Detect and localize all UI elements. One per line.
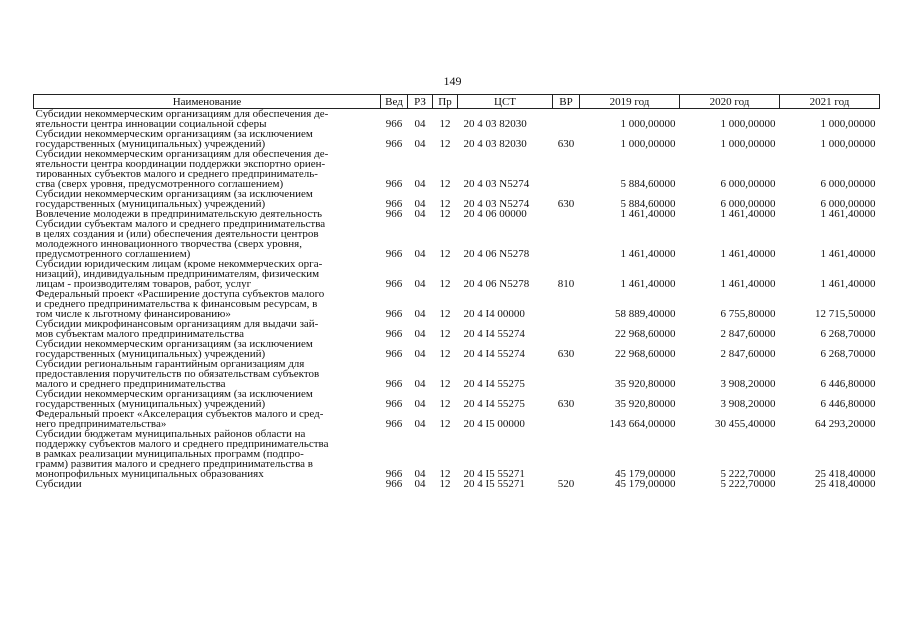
cell-ved: 966	[385, 468, 403, 480]
cell-pr: 12	[439, 178, 451, 190]
cell-pr: 12	[439, 478, 451, 490]
name-line: и среднего предпринимательства к финансовым ресурсам, в	[35, 299, 318, 309]
name-line: Субсидии некоммерческим организациям для обеспечения де-	[35, 109, 329, 119]
cell-ved: 966	[385, 308, 403, 320]
cell-2021: 6 268,70000	[820, 328, 876, 340]
cell-pr: 12	[439, 138, 451, 150]
cell-rz: 04	[414, 348, 426, 360]
cell-2019: 22 968,60000	[615, 328, 676, 340]
table-row	[34, 149, 880, 189]
name-line: Субсидии некоммерческим организациям для обеспечения де-	[35, 149, 329, 159]
name-line: Федеральный проект «Акселерация субъектов малого и сред-	[35, 409, 324, 419]
cell-2020: 2 847,60000	[720, 348, 776, 360]
cell-2019: 1 000,00000	[620, 138, 676, 150]
table-row	[34, 189, 880, 209]
cell-name	[34, 319, 381, 339]
cell-rz: 04	[414, 208, 426, 220]
name-line: ства (сверх уровня, предусмотренного соглашением)	[35, 179, 284, 189]
name-line: поддержку субъектов малого и среднего предпринимательства	[35, 439, 329, 449]
name-line: Субсидии некоммерческим организациям (за исключением	[35, 389, 313, 399]
cell-cst: 20 4 06 N5278	[463, 278, 530, 290]
cell-cst: 20 4 I5 55271	[463, 478, 525, 490]
name-line: Субсидии некоммерческим организациям (за исключением	[35, 339, 313, 349]
page-number: 149	[443, 74, 462, 88]
name-line: ятельности центра инновации социальной сферы	[35, 119, 267, 129]
name-line: государственных (муниципальных) учреждений)	[35, 349, 266, 359]
cell-2019: 58 889,40000	[615, 308, 676, 320]
name-line: предоставления поручительств по обязательствам субъектов	[35, 369, 320, 379]
cell-vr	[553, 149, 580, 189]
cell-2019: 1 461,40000	[620, 278, 676, 290]
name-line: низаций), индивидуальным предпринимателям, физическим	[35, 269, 320, 279]
cell-2020: 30 455,40000	[715, 418, 776, 430]
cell-cst: 20 4 06 N5278	[463, 248, 530, 260]
cell-name	[34, 109, 381, 130]
cell-rz: 04	[414, 138, 426, 150]
cell-2019: 22 968,60000	[615, 348, 676, 360]
header-name: Наименование	[34, 95, 381, 109]
cell-cst: 20 4 I4 55274	[463, 328, 525, 340]
cell-2020: 6 000,00000	[720, 198, 776, 210]
name-line: Вовлечение молодежи в предпринимательскую деятельность	[35, 209, 323, 219]
cell-2020: 1 461,40000	[720, 278, 776, 290]
header-2020: 2020 год	[680, 95, 780, 109]
cell-ved: 966	[385, 198, 403, 210]
cell-2021: 64 293,20000	[815, 418, 876, 430]
cell-rz: 04	[414, 378, 426, 390]
cell-2020: 5 222,70000	[720, 468, 776, 480]
cell-name	[34, 219, 381, 259]
name-line: Субсидии	[35, 479, 82, 489]
name-line: Субсидии некоммерческим организациям (за исключением	[35, 129, 313, 139]
cell-rz: 04	[414, 308, 426, 320]
cell-2021: 1 461,40000	[820, 208, 876, 220]
name-line: Федеральный проект «Расширение доступа субъектов малого	[35, 289, 325, 299]
header-cst: ЦСТ	[458, 95, 553, 109]
cell-rz: 04	[414, 328, 426, 340]
cell-2020: 3 908,20000	[720, 378, 776, 390]
cell-name	[34, 289, 381, 319]
cell-name	[34, 359, 381, 389]
cell-name	[34, 259, 381, 289]
name-line: предусмотренного соглашением)	[35, 249, 191, 259]
cell-pr: 12	[439, 418, 451, 430]
cell-cst: 20 4 03 82030	[463, 118, 527, 130]
cell-pr: 12	[439, 198, 451, 210]
name-line: ятельности центра координации поддержки экспортно ориен-	[35, 159, 326, 169]
name-line: в рамках реализации муниципальных программ (подпро-	[35, 449, 304, 459]
cell-2019: 1 000,00000	[620, 118, 676, 130]
table-row	[34, 259, 880, 289]
cell-pr: 12	[439, 378, 451, 390]
cell-pr: 12	[439, 328, 451, 340]
cell-name	[34, 479, 381, 489]
cell-pr: 12	[439, 118, 451, 130]
budget-table	[33, 94, 880, 489]
cell-2021: 6 268,70000	[820, 348, 876, 360]
table-row	[34, 359, 880, 389]
cell-name	[34, 409, 381, 429]
cell-cst: 20 4 I4 55274	[463, 348, 525, 360]
header-ved: Вед	[381, 95, 408, 109]
cell-cst: 20 4 I4 55275	[463, 378, 525, 390]
table-row	[34, 429, 880, 479]
cell-name	[34, 209, 381, 219]
cell-2021: 25 418,40000	[815, 478, 876, 490]
cell-ved: 966	[385, 378, 403, 390]
cell-vr	[553, 319, 580, 339]
cell-ved: 966	[385, 178, 403, 190]
table-row	[34, 319, 880, 339]
cell-2021: 25 418,40000	[815, 468, 876, 480]
cell-2021: 12 715,50000	[815, 308, 876, 320]
cell-2020: 1 000,00000	[720, 118, 776, 130]
cell-name	[34, 189, 381, 209]
cell-name	[34, 339, 381, 359]
cell-vr: 520	[557, 478, 575, 490]
table-row	[34, 479, 880, 489]
cell-ved: 966	[385, 328, 403, 340]
cell-pr: 12	[439, 208, 451, 220]
cell-rz: 04	[414, 468, 426, 480]
cell-2021: 6 446,80000	[820, 398, 876, 410]
cell-ved: 966	[385, 208, 403, 220]
cell-pr: 12	[439, 348, 451, 360]
cell-2020: 6 755,80000	[720, 308, 776, 320]
cell-2021: 1 461,40000	[820, 278, 876, 290]
cell-ved: 966	[385, 418, 403, 430]
table-row	[34, 409, 880, 429]
cell-2019: 5 884,60000	[620, 178, 676, 190]
table-header-row	[34, 95, 880, 109]
table-row	[34, 209, 880, 219]
cell-vr: 630	[557, 198, 575, 210]
cell-cst: 20 4 I5 55271	[463, 468, 525, 480]
cell-rz: 04	[414, 278, 426, 290]
cell-rz: 04	[414, 248, 426, 260]
cell-2020: 5 222,70000	[720, 478, 776, 490]
cell-rz: 04	[414, 118, 426, 130]
cell-name	[34, 149, 381, 189]
cell-2021: 6 000,00000	[820, 178, 876, 190]
name-line: грамм) развития малого и среднего предпринимательства в	[35, 459, 314, 469]
cell-pr: 12	[439, 468, 451, 480]
name-line: государственных (муниципальных) учреждений)	[35, 399, 266, 409]
cell-cst: 20 4 I4 00000	[463, 308, 525, 320]
cell-2020: 3 908,20000	[720, 398, 776, 410]
cell-ved: 966	[385, 278, 403, 290]
table-row	[34, 109, 880, 130]
cell-cst: 20 4 03 N5274	[463, 178, 530, 190]
cell-2019: 45 179,00000	[615, 478, 676, 490]
cell-2019: 5 884,60000	[620, 198, 676, 210]
cell-vr: 630	[557, 398, 575, 410]
name-line: государственных (муниципальных) учреждений)	[35, 199, 266, 209]
cell-2019: 35 920,80000	[615, 398, 676, 410]
cell-2020: 2 847,60000	[720, 328, 776, 340]
header-2019: 2019 год	[580, 95, 680, 109]
name-line: Субсидии субъектам малого и среднего предпринимательства	[35, 219, 326, 229]
header-vr: ВР	[553, 95, 580, 109]
cell-ved: 966	[385, 478, 403, 490]
cell-cst: 20 4 I5 00000	[463, 418, 525, 430]
cell-cst: 20 4 06 00000	[463, 208, 527, 220]
cell-ved: 966	[385, 348, 403, 360]
table-row	[34, 129, 880, 149]
cell-vr	[553, 219, 580, 259]
cell-vr	[553, 409, 580, 429]
cell-2021: 1 000,00000	[820, 138, 876, 150]
table-row	[34, 289, 880, 319]
cell-ved: 966	[385, 248, 403, 260]
table-row	[34, 389, 880, 409]
name-line: молодежного инновационного творчества (сверх уровня,	[35, 239, 302, 249]
cell-vr: 810	[557, 278, 575, 290]
cell-2020: 1 000,00000	[720, 138, 776, 150]
table-row	[34, 339, 880, 359]
name-line: в целях создания и (или) обеспечения деятельности центров	[35, 229, 319, 239]
cell-pr: 12	[439, 278, 451, 290]
cell-cst: 20 4 03 N5274	[463, 198, 530, 210]
cell-2020: 1 461,40000	[720, 248, 776, 260]
cell-cst: 20 4 I4 55275	[463, 398, 525, 410]
cell-2019: 1 461,40000	[620, 208, 676, 220]
cell-rz: 04	[414, 178, 426, 190]
cell-ved: 966	[385, 138, 403, 150]
cell-2021: 1 000,00000	[820, 118, 876, 130]
cell-rz: 04	[414, 398, 426, 410]
name-line: малого и среднего предпринимательства	[35, 379, 226, 389]
cell-vr	[553, 109, 580, 130]
name-line: Субсидии некоммерческим организациям (за исключением	[35, 189, 313, 199]
name-line: Субсидии бюджетам муниципальных районов области на	[35, 429, 306, 439]
name-line: тированных субъектов малого и среднего предприниматель-	[35, 169, 318, 179]
cell-pr: 12	[439, 248, 451, 260]
cell-name	[34, 389, 381, 409]
cell-pr: 12	[439, 398, 451, 410]
cell-pr: 12	[439, 308, 451, 320]
name-line: государственных (муниципальных) учреждений)	[35, 139, 266, 149]
name-line: Субсидии микрофинансовым организациям для выдачи зай-	[35, 319, 319, 329]
cell-2021: 6 000,00000	[820, 198, 876, 210]
cell-cst: 20 4 03 82030	[463, 138, 527, 150]
cell-rz: 04	[414, 478, 426, 490]
cell-vr: 630	[557, 348, 575, 360]
cell-vr: 630	[557, 138, 575, 150]
cell-ved: 966	[385, 398, 403, 410]
name-line: него предпринимательства»	[35, 419, 167, 429]
cell-rz: 04	[414, 418, 426, 430]
header-rz: РЗ	[408, 95, 433, 109]
cell-vr	[553, 429, 580, 479]
cell-name	[34, 129, 381, 149]
cell-vr	[553, 209, 580, 219]
cell-vr	[553, 289, 580, 319]
cell-ved: 966	[385, 118, 403, 130]
cell-2019: 45 179,00000	[615, 468, 676, 480]
cell-2019: 1 461,40000	[620, 248, 676, 260]
name-line: Субсидии юридическим лицам (кроме некоммерческих орга-	[35, 259, 323, 269]
table-row	[34, 219, 880, 259]
cell-name	[34, 429, 381, 479]
name-line: мов субъектам малого предпринимательства	[35, 329, 245, 339]
cell-2020: 6 000,00000	[720, 178, 776, 190]
name-line: том числе к льготному финансированию»	[35, 309, 231, 319]
name-line: Субсидии региональным гарантийным организациям для	[35, 359, 305, 369]
cell-rz: 04	[414, 198, 426, 210]
cell-2019: 35 920,80000	[615, 378, 676, 390]
cell-2021: 1 461,40000	[820, 248, 876, 260]
name-line: монопрофильных муниципальных образованиях	[35, 469, 264, 479]
table-body	[34, 109, 880, 490]
cell-2020: 1 461,40000	[720, 208, 776, 220]
header-2021: 2021 год	[780, 95, 880, 109]
name-line: лицам - производителям товаров, работ, услуг	[35, 279, 252, 289]
cell-2021: 6 446,80000	[820, 378, 876, 390]
cell-vr	[553, 359, 580, 389]
cell-2019: 143 664,00000	[609, 418, 676, 430]
header-pr: Пр	[433, 95, 458, 109]
